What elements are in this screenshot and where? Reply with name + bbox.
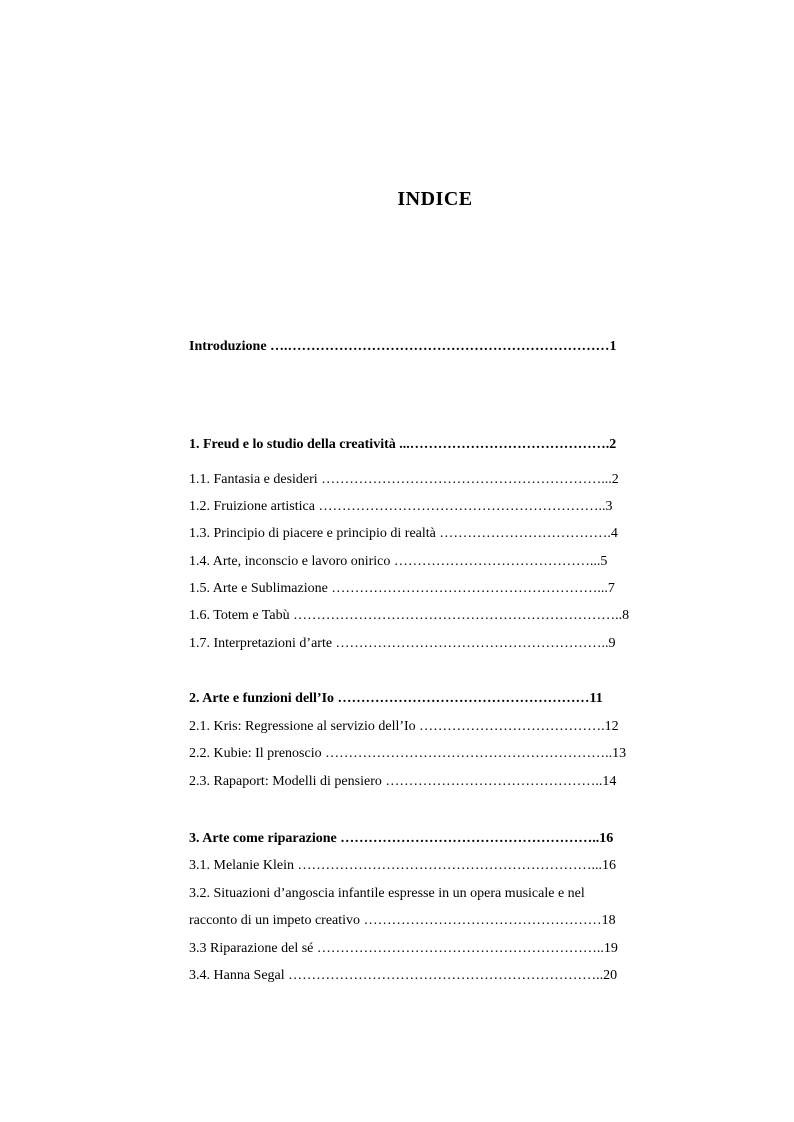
toc-page-number: .2 <box>608 472 619 487</box>
toc-leader-dots: ……………………………………… <box>381 774 596 789</box>
toc-leader-dots: ...…………………………………… <box>395 437 606 452</box>
toc-section-1-5 <box>189 580 681 598</box>
toc-chapter-3 <box>189 830 681 848</box>
toc-section-1-2 <box>189 498 681 516</box>
toc-page-number: .4 <box>607 526 618 541</box>
toc-entry-label: 1.4. Arte, inconscio e lavoro onirico <box>189 554 391 569</box>
toc-section-1-6 <box>189 607 681 625</box>
toc-page-number: .9 <box>605 636 616 651</box>
toc-leader-dots: …………………………………….. <box>390 554 597 569</box>
toc-page-number: ..19 <box>596 941 618 956</box>
toc-section-2-2 <box>189 745 681 763</box>
page-title: INDICE <box>397 188 473 210</box>
toc-leader-dots: ………………………………………………….. <box>327 581 605 596</box>
toc-page-number: ..13 <box>605 746 627 761</box>
toc-leader-dots: …………………………………. <box>415 719 605 734</box>
toc-chapter-1 <box>189 436 681 454</box>
toc-section-3-2-continued <box>189 912 681 930</box>
toc-leader-dots: ……………………………………………… <box>336 831 593 846</box>
toc-page-number: ..14 <box>595 774 617 789</box>
toc-entry-label: 2.3. Rapaport: Modelli di pensiero <box>189 774 382 789</box>
toc-entry-label: 1.2. Fruizione artistica <box>189 499 315 514</box>
toc-page-number: .7 <box>604 581 615 596</box>
toc-entry-label: 2. Arte e funzioni dell’Io <box>189 691 335 706</box>
toc-leader-dots: …………………………………………………….. <box>317 472 609 487</box>
toc-section-1-4 <box>189 553 681 571</box>
toc-leader-dots: ……………………………… <box>435 526 608 541</box>
toc-section-3-2 <box>189 885 681 903</box>
toc-entry-label: 2.2. Kubie: Il prenoscio <box>189 746 322 761</box>
toc-entry-label: 3.3 Riparazione del sé <box>189 941 314 956</box>
toc-section-3-4 <box>189 967 681 985</box>
toc-page-number: 1 <box>609 339 617 354</box>
toc-leader-dots: ………………………………………………………… <box>284 968 597 983</box>
toc-page-number: 11 <box>589 691 603 706</box>
toc-entry-label: 3. Arte come riparazione <box>189 831 337 846</box>
toc-page-number: ..3 <box>598 499 613 514</box>
toc-page-number: .2 <box>605 437 617 452</box>
toc-entry-introduzione <box>189 338 681 356</box>
toc-entry-label: 3.2. Situazioni d’angoscia infantile espresse in un opera musicale e nel <box>189 886 585 901</box>
toc-chapter-2 <box>189 690 681 708</box>
toc-entry-label: racconto di un impeto creativo <box>189 913 361 928</box>
toc-section-1-7 <box>189 635 681 653</box>
toc-page-number: 12 <box>604 719 619 734</box>
toc-section-1-3 <box>189 525 681 543</box>
toc-entry-label: 2.1. Kris: Regressione al servizio dell’Io <box>189 719 416 734</box>
toc-entry-label: 3.4. Hanna Segal <box>189 968 285 983</box>
toc-section-3-3 <box>189 940 681 958</box>
toc-leader-dots: …………………………………………… <box>360 913 602 928</box>
toc-entry-label: Introduzione <box>189 339 267 354</box>
toc-leader-dots: …………………………………………………………… <box>289 608 616 623</box>
toc-entry-label: 1.6. Totem e Tabù <box>189 608 290 623</box>
toc-page-number: 18 <box>601 913 616 928</box>
toc-leader-dots: ……………………………………………… <box>334 691 590 706</box>
toc-leader-dots: …………………………………………………. <box>332 636 606 651</box>
toc-leader-dots: …………………………………………………… <box>314 499 599 514</box>
toc-leader-dots: …………………………………………………… <box>321 746 606 761</box>
toc-section-2-1 <box>189 718 681 736</box>
toc-section-3-1 <box>189 857 681 875</box>
toc-entry-label: 1.7. Interpretazioni d’arte <box>189 636 333 651</box>
toc-leader-dots: ….…………………………………………………………… <box>266 339 610 354</box>
toc-leader-dots: …………………………………………………… <box>313 941 597 956</box>
toc-entry-label: 1.5. Arte e Sublimazione <box>189 581 328 596</box>
toc-entry-label: 3.1. Melanie Klein <box>189 858 294 873</box>
toc-page-number: .5 <box>596 554 608 569</box>
toc-page-number: ...16 <box>591 858 616 873</box>
toc-entry-label: 1.3. Principio di piacere e principio di realtà <box>189 526 436 541</box>
toc-section-1-1 <box>189 471 681 489</box>
toc-page-number: ..8 <box>615 608 630 623</box>
toc-entry-label: 1. Freud e lo studio della creatività <box>189 437 396 452</box>
toc-page-number: ..20 <box>596 968 618 983</box>
toc-leader-dots: ……………………………………………………… <box>293 858 592 873</box>
toc-section-2-3 <box>189 773 681 791</box>
toc-page-number: ..16 <box>592 831 614 846</box>
toc-entry-label: 1.1. Fantasia e desideri <box>189 472 318 487</box>
